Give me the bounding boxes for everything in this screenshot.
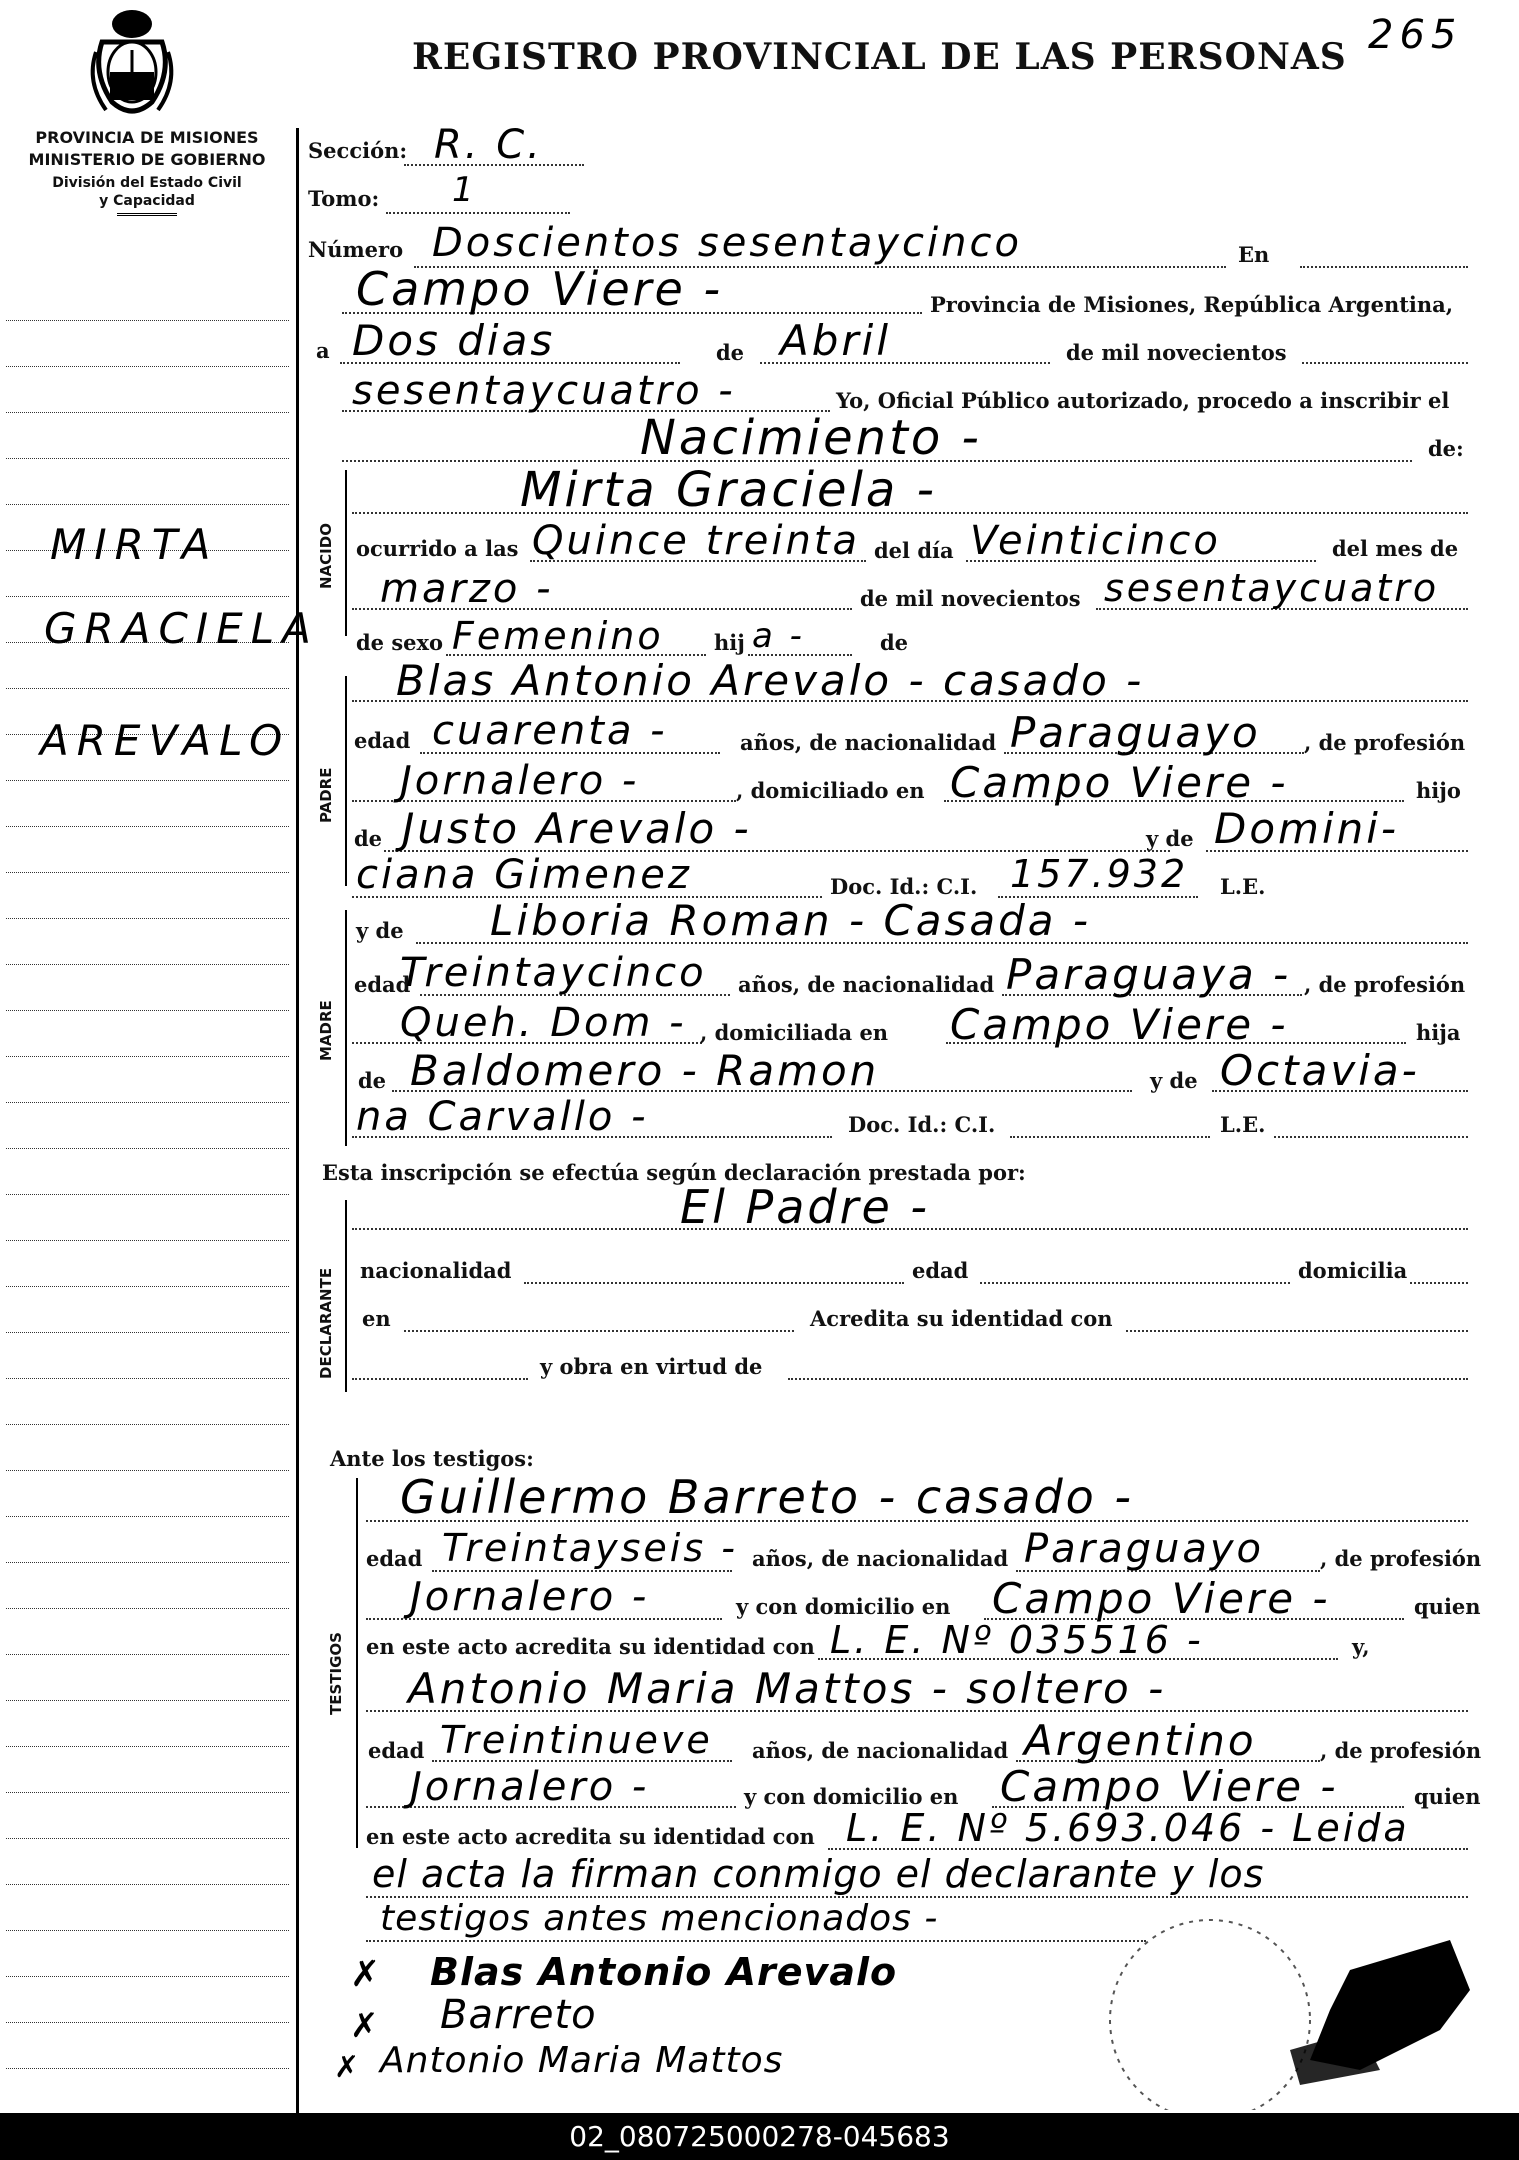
- label-decl-domicilia: domicilia: [1298, 1258, 1408, 1283]
- margin-rule-line: [6, 2068, 289, 2069]
- label-padre-dom: , domiciliado en: [736, 778, 925, 803]
- label-a: a: [316, 338, 330, 363]
- label-del-dia: del día: [874, 538, 954, 563]
- field-hija-de: a -: [752, 616, 805, 656]
- field-seccion: R. C.: [434, 122, 543, 168]
- margin-name-third: AREVALO: [40, 716, 291, 765]
- margin-name-first: MIRTA: [50, 520, 219, 569]
- label-t1-acredita: en este acto acredita su identidad con: [366, 1634, 815, 1659]
- margin-rule-line: [6, 1240, 289, 1241]
- field-t1-doc: L. E. Nº 035516 -: [830, 1618, 1204, 1662]
- field-padre-ci: 157.932: [1010, 852, 1189, 896]
- label-t1-profesion: , de profesión: [1320, 1546, 1482, 1571]
- label-madre-edad: edad: [354, 972, 411, 997]
- field-mes: Abril: [780, 316, 891, 365]
- label-t2-quien: quien: [1414, 1784, 1481, 1809]
- field-padre-dom: Campo Viere -: [950, 758, 1289, 807]
- field-testigo1: Guillermo Barreto - casado -: [400, 1470, 1135, 1524]
- label-de: de: [716, 340, 745, 365]
- margin-rule-line: [6, 826, 289, 827]
- label-ocurrido: ocurrido a las: [356, 536, 519, 561]
- label-t1-edad: edad: [366, 1546, 423, 1571]
- margin-rule-line: [6, 1562, 289, 1563]
- label-ante-testigos: Ante los testigos:: [330, 1446, 534, 1471]
- field-t2-edad: Treintinueve: [440, 1718, 713, 1762]
- label-t2-anos: años, de nacionalidad: [752, 1738, 1009, 1763]
- field-padre-nac: Paraguayo: [1010, 708, 1261, 757]
- testigos-rule: [356, 1478, 358, 1848]
- nacido-rule: [345, 470, 347, 636]
- label-en: En: [1238, 242, 1270, 267]
- label-seccion: Sección:: [308, 138, 408, 163]
- label-t2-profesion: , de profesión: [1320, 1738, 1482, 1763]
- margin-rule-line: [6, 596, 289, 597]
- margin-rule-line: [6, 1700, 289, 1701]
- org-capacity: y Capacidad: [99, 193, 195, 209]
- margin-rule-line: [6, 780, 289, 781]
- footer-code: 02_080725000278-045683: [0, 2113, 1519, 2160]
- label-de-abuelo-p: de: [354, 826, 383, 851]
- page-title: REGISTRO PROVINCIAL DE LAS PERSONAS: [412, 36, 1347, 78]
- section-nacido-label: NACIDO: [317, 523, 335, 589]
- label-madre-doc: Doc. Id.: C.I.: [848, 1112, 996, 1137]
- page-number: 265: [1368, 12, 1463, 58]
- label-hija: hija: [1416, 1020, 1461, 1045]
- margin-rule-line: [6, 412, 289, 413]
- margin-rule-line: [6, 1608, 289, 1609]
- label-tomo: Tomo:: [308, 186, 380, 211]
- main-vertical-rule: [296, 128, 299, 2113]
- field-abuela-m2: na Carvallo -: [356, 1094, 649, 1140]
- label-numero: Número: [308, 237, 404, 262]
- label-inscripcion: Esta inscripción se efectúa según declaración prestada por:: [322, 1160, 1026, 1185]
- margin-rule-line: [6, 1838, 289, 1839]
- label-y-de-p: y de: [1146, 826, 1194, 851]
- org-division: División del Estado Civil: [52, 175, 242, 191]
- signature-3: Antonio Maria Mattos: [380, 2040, 784, 2081]
- margin-rule-line: [6, 1654, 289, 1655]
- official-stamp: [1060, 1880, 1480, 2110]
- field-sexo: Femenino: [452, 614, 664, 658]
- field-t2-nac: Argentino: [1024, 1716, 1257, 1765]
- margin-rule-line: [6, 1884, 289, 1885]
- signature-2: Barreto: [440, 1992, 597, 2038]
- label-madre-le: L.E.: [1220, 1112, 1266, 1137]
- section-testigos-label: TESTIGOS: [327, 1632, 345, 1715]
- field-t2-dom: Campo Viere -: [1000, 1762, 1339, 1811]
- margin-rule-line: [6, 1102, 289, 1103]
- label-y-de-m: y de: [1150, 1068, 1198, 1093]
- margin-rule-line: [6, 1792, 289, 1793]
- margin-rule-line: [6, 964, 289, 965]
- field-mes-nac: marzo -: [380, 566, 554, 612]
- margin-rule-line: [6, 688, 289, 689]
- label-padre-le: L.E.: [1220, 874, 1266, 899]
- field-madre-nombre: Liboria Roman - Casada -: [490, 896, 1092, 945]
- field-anio-nac: sesentaycuatro: [1104, 566, 1440, 610]
- field-abuelo-p: Justo Arevalo -: [402, 804, 752, 853]
- label-t1-domicilio: y con domicilio en: [736, 1594, 951, 1619]
- field-t2-prof: Jornalero -: [410, 1764, 650, 1810]
- margin-rule-line: [6, 1470, 289, 1471]
- label-t2-acredita: en este acto acredita su identidad con: [366, 1824, 815, 1849]
- label-padre-anos: años, de nacionalidad: [740, 730, 997, 755]
- margin-rule-line: [6, 1930, 289, 1931]
- madre-rule: [345, 910, 347, 1146]
- field-madre-dom: Campo Viere -: [950, 1000, 1289, 1049]
- field-nombre: Mirta Graciela -: [520, 462, 937, 518]
- margin-rule-line: [6, 1746, 289, 1747]
- margin-rule-line: [6, 1516, 289, 1517]
- org-ministry: MINISTERIO DE GOBIERNO: [28, 150, 266, 169]
- field-t1-prof: Jornalero -: [410, 1574, 650, 1620]
- margin-rule-line: [6, 2022, 289, 2023]
- margin-rule-line: [6, 872, 289, 873]
- label-y-de-madre: y de: [356, 918, 404, 943]
- label-de-sexo: de sexo: [356, 630, 444, 655]
- field-t1-dom: Campo Viere -: [992, 1574, 1331, 1623]
- margin-rule-line: [6, 1976, 289, 1977]
- field-testigo2: Antonio Maria Mattos - soltero -: [408, 1664, 1167, 1713]
- org-block: [6, 128, 288, 216]
- label-padre-doc: Doc. Id.: C.I.: [830, 874, 978, 899]
- label-madre-anos: años, de nacionalidad: [738, 972, 995, 997]
- margin-rule-line: [6, 1148, 289, 1149]
- field-abuela-p1: Domini-: [1214, 804, 1400, 853]
- label-de-colon: de:: [1428, 436, 1464, 461]
- label-hijo: hijo: [1416, 778, 1461, 803]
- label-padre-edad: edad: [354, 728, 411, 753]
- label-decl-y-obra: y obra en virtud de: [540, 1354, 763, 1379]
- label-decl-acredita: Acredita su identidad con: [810, 1306, 1113, 1331]
- field-tomo: 1: [452, 170, 477, 210]
- signature-marker-1: ✗: [350, 1954, 384, 1995]
- label-del-mes: del mes de: [1332, 536, 1459, 561]
- field-padre-nombre: Blas Antonio Arevalo - casado -: [396, 656, 1145, 705]
- margin-rule-line: [6, 366, 289, 367]
- padre-rule: [345, 676, 347, 886]
- field-declarante: El Padre -: [680, 1180, 931, 1234]
- field-t2-doc: L. E. Nº 5.693.046 - Leida: [846, 1806, 1410, 1850]
- label-de-abuelo-m: de: [358, 1068, 387, 1093]
- label-decl-edad: edad: [912, 1258, 969, 1283]
- field-t1-nac: Paraguayo: [1024, 1526, 1264, 1572]
- field-abuelo-m: Baldomero - Ramon: [410, 1046, 880, 1095]
- label-madre-dom: , domiciliada en: [700, 1020, 889, 1045]
- label-padre-profesion: , de profesión: [1304, 730, 1466, 755]
- margin-rule-line: [6, 504, 289, 505]
- signature-marker-2: ✗: [350, 2006, 382, 2046]
- section-declarante-label: DECLARANTE: [317, 1267, 335, 1379]
- field-t1-edad: Treintayseis -: [442, 1526, 738, 1570]
- margin-rule-line: [6, 1378, 289, 1379]
- signature-1: Blas Antonio Arevalo: [430, 1950, 898, 1994]
- field-dia: Dos dias: [352, 316, 556, 365]
- margin-rule-line: [6, 1286, 289, 1287]
- org-underline: [117, 213, 177, 216]
- label-de-mil-nov-nac: de mil novecientos: [860, 586, 1081, 611]
- coat-of-arms-logo: [82, 2, 182, 122]
- field-acto: Nacimiento -: [640, 410, 982, 466]
- field-lugar: Campo Viere -: [356, 262, 724, 316]
- field-cierre-2: testigos antes mencionados -: [380, 1898, 939, 1939]
- field-abuela-p2: ciana Gimenez: [356, 852, 692, 898]
- signature-marker-3: ✗: [334, 2050, 363, 2085]
- label-decl-nacionalidad: nacionalidad: [360, 1258, 512, 1283]
- field-anio: sesentaycuatro -: [352, 368, 736, 414]
- field-madre-prof: Queh. Dom -: [400, 1000, 687, 1046]
- field-madre-nac: Paraguaya -: [1006, 950, 1292, 999]
- margin-rule-line: [6, 320, 289, 321]
- margin-rule-line: [6, 1332, 289, 1333]
- label-provincia: Provincia de Misiones, República Argentina,: [930, 292, 1454, 317]
- label-de-mil-novecientos: de mil novecientos: [1066, 340, 1287, 365]
- label-t1-quien: quien: [1414, 1594, 1481, 1619]
- margin-rule-line: [6, 1194, 289, 1195]
- field-abuela-m1: Octavia-: [1220, 1046, 1420, 1095]
- label-madre-profesion: , de profesión: [1304, 972, 1466, 997]
- label-t1-y: y,: [1352, 1634, 1370, 1659]
- field-hora: Quince treinta: [532, 518, 861, 564]
- margin-rule-line: [6, 458, 289, 459]
- section-madre-label: MADRE: [317, 1000, 335, 1061]
- field-madre-edad: Treintaycinco: [400, 950, 707, 996]
- margin-rule-line: [6, 918, 289, 919]
- declarante-rule: [345, 1200, 347, 1392]
- margin-rule-line: [6, 1056, 289, 1057]
- label-t1-anos: años, de nacionalidad: [752, 1546, 1009, 1571]
- org-province: PROVINCIA DE MISIONES: [35, 128, 259, 147]
- margin-rule-line: [6, 1010, 289, 1011]
- label-t2-edad: edad: [368, 1738, 425, 1763]
- field-cierre-1: el acta la firman conmigo el declarante y los: [372, 1852, 1265, 1896]
- field-dia-nac: Veinticinco: [970, 518, 1221, 564]
- label-hij: hij: [714, 630, 745, 655]
- margin-rule-line: [6, 1424, 289, 1425]
- margin-name-second: GRACIELA: [44, 604, 319, 653]
- field-padre-prof: Jornalero -: [400, 758, 640, 804]
- section-padre-label: PADRE: [317, 767, 335, 823]
- label-t2-domicilio: y con domicilio en: [744, 1784, 959, 1809]
- label-decl-en: en: [362, 1306, 391, 1331]
- label-yo-oficial: Yo, Oficial Público autorizado, procedo a inscribir el: [836, 388, 1450, 413]
- field-padre-edad: cuarenta -: [432, 708, 668, 754]
- label-de-hij: de: [880, 630, 909, 655]
- field-numero: Doscientos sesentaycinco: [432, 220, 1022, 266]
